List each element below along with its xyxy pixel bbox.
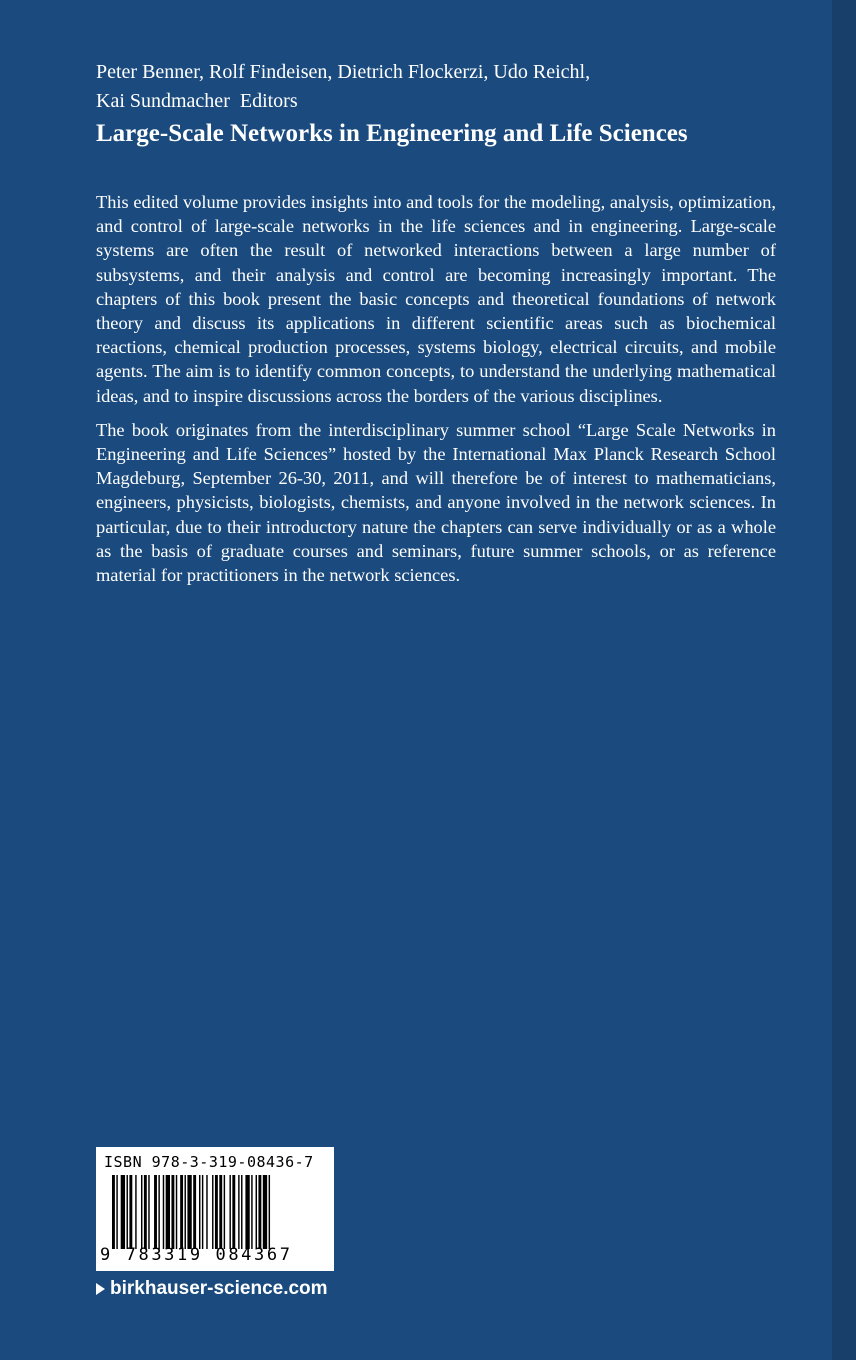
isbn-label: ISBN 978-3-319-08436-7 [104,1153,314,1171]
arrow-right-icon [96,1283,105,1295]
isbn-barcode [96,1147,334,1271]
editors [96,58,776,116]
barcode-icon [112,1175,322,1249]
book-title: Large-Scale Networks in Engineering and Life Sciences [96,120,688,147]
book-description [96,190,776,597]
description-paragraph-2: The book originates from the interdisciplinary summer school “Large Scale Networks in Engineering and Life Sciences” hosted by the International Max Planck Research School Magdeburg, September 26-30, 2011, and will therefore be of interest to mathematicians, engineers, physicists, biologists, chemists, and anyone involved in the network sciences. In particular, due to their introductory nature the chapters can serve individually or as a whole as the basis of graduate courses and seminars, future summer schools, or as reference material for practitioners in the network sciences. [96,419,776,586]
editors-line-2: Kai Sundmacher Editors [96,90,298,112]
ean-digits: 9 783319 084367 [100,1245,293,1265]
spine-strip [832,0,856,1360]
publisher-website[interactable]: birkhauser-science.com [110,1278,328,1299]
publisher-link[interactable] [96,1278,328,1300]
editors-line-1: Peter Benner, Rolf Findeisen, Dietrich Flockerzi, Udo Reichl, [96,61,591,83]
description-paragraph-1: This edited volume provides insights into and tools for the modeling, analysis, optimization, and control of large-scale networks in the life sciences and in engineering. Large-scale systems are often the result of networked interactions between a large number of subsystems, and their analysis and control are becoming increasingly important. The chapters of this book present the basic concepts and theoretical foundations of network theory and discuss its applications in different scientific areas such as biochemical reactions, chemical production processes, systems biology, electrical circuits, and mobile agents. The aim is to identify common concepts, to understand the underlying mathematical ideas, and to inspire discussions across the borders of the various disciplines. [96,192,776,406]
